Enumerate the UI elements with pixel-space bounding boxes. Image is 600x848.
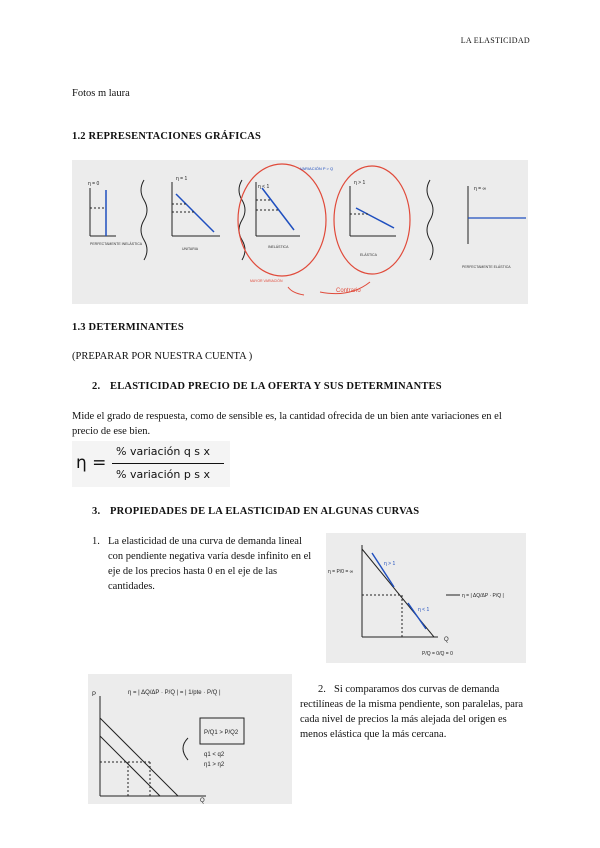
section-3-number: 3. [92,506,101,517]
eta-one-label: η = 1 [176,176,188,182]
variacion-note: VARIACIÓN P > Q [300,166,334,171]
point-formula: η = | ΔQ/ΔP · P/Q | [462,593,504,599]
elasticity-inequality: η1 > η2 [204,762,225,768]
panel-perfectly-inelastic [90,188,116,236]
item-2-text: Si comparamos dos curvas de demanda rectilíneas de la misma pendiente, son paralelas, para cada nivel de precios la más alejada del origen es menos elástica que la más cercana. [300,684,524,740]
panel-inelastic [256,182,300,236]
parallel-demand-figure [88,674,292,804]
eta-inf-label: η = ∞ [474,186,487,192]
caption-perfectly-inelastic: PERFECTAMENTE INELÁSTICA [90,242,143,246]
price-quantity-ratio: P/Q1 > P/Q2 [204,730,239,736]
caption-perfectly-elastic: PERFECTAMENTE ELÁSTICA [462,265,511,269]
red-note: MAYOR VARIACIÓN [250,279,283,283]
photos-note: Fotos m laura [72,88,130,99]
caption-inelastic: INELÁSTICA [268,245,289,249]
inelastic-segment-label: η < 1 [418,607,430,613]
item-1-number: 1. [92,536,100,547]
elasticity-cases-drawing [72,160,528,304]
running-header: LA ELASTICIDAD [460,36,530,45]
linear-demand-drawing [326,533,526,663]
parallel-demand-drawing [88,674,292,804]
formula-eta: η = [76,453,107,473]
eta-zero-label: η = 0 [88,181,100,187]
section-2-text: Mide el grado de respuesta, como de sensible es, la cantidad ofrecida de un bien ante variaciones en el precio de ese bien. [72,411,502,437]
panel-elastic [350,186,396,236]
fraction-bar [112,463,224,464]
eta-gt1-label: η > 1 [354,180,366,186]
formula-denominator: % variación p s x [116,468,211,481]
elastic-segment-label: η > 1 [384,561,396,567]
section-2-heading: ELASTICIDAD PRECIO DE LA OFERTA Y SUS DETERMINANTES [110,381,442,392]
parallel-formula: η = | ΔQ/ΔP · P/Q | = | 1/pte · P/Q | [128,690,221,696]
eta-infinity-label: η = P/0 = ∞ [328,569,354,575]
caption-unitary: UNITARIA [182,247,199,251]
panel-perfectly-elastic [468,186,526,244]
contrario-note: Contrario [336,288,361,294]
section-1-3-note: (PREPARAR POR NUESTRA CUENTA ) [72,351,253,362]
section-3-heading: PROPIEDADES DE LA ELASTICIDAD EN ALGUNAS CURVAS [110,506,420,517]
supply-elasticity-formula [72,441,230,487]
eta-lt1-label: η < 1 [258,184,270,190]
linear-demand-figure [326,533,526,663]
elasticity-cases-figure [72,160,528,304]
q-axis-label: Q [444,637,449,643]
panel-unitary [172,182,220,236]
caption-elastic: ELÁSTICA [360,253,377,257]
quantity-inequality: q1 < q2 [204,752,225,758]
p-axis-label: P [92,692,97,698]
section-1-2-heading: 1.2 REPRESENTACIONES GRÁFICAS [72,131,262,142]
formula-numerator: % variación q s x [116,445,211,458]
item-2-number: 2. [318,684,326,695]
item-1-text: La elasticidad de una curva de demanda lineal con pendiente negativa varía desde infinito en el eje de los precios hasta 0 en el eje de las cantidades. [108,536,312,592]
section-1-3-heading: 1.3 DETERMINANTES [72,322,184,333]
section-2-number: 2. [92,381,101,392]
q-axis-label-2: Q [200,798,205,804]
zero-elasticity-note: P/Q = 0/Q = 0 [422,651,453,657]
